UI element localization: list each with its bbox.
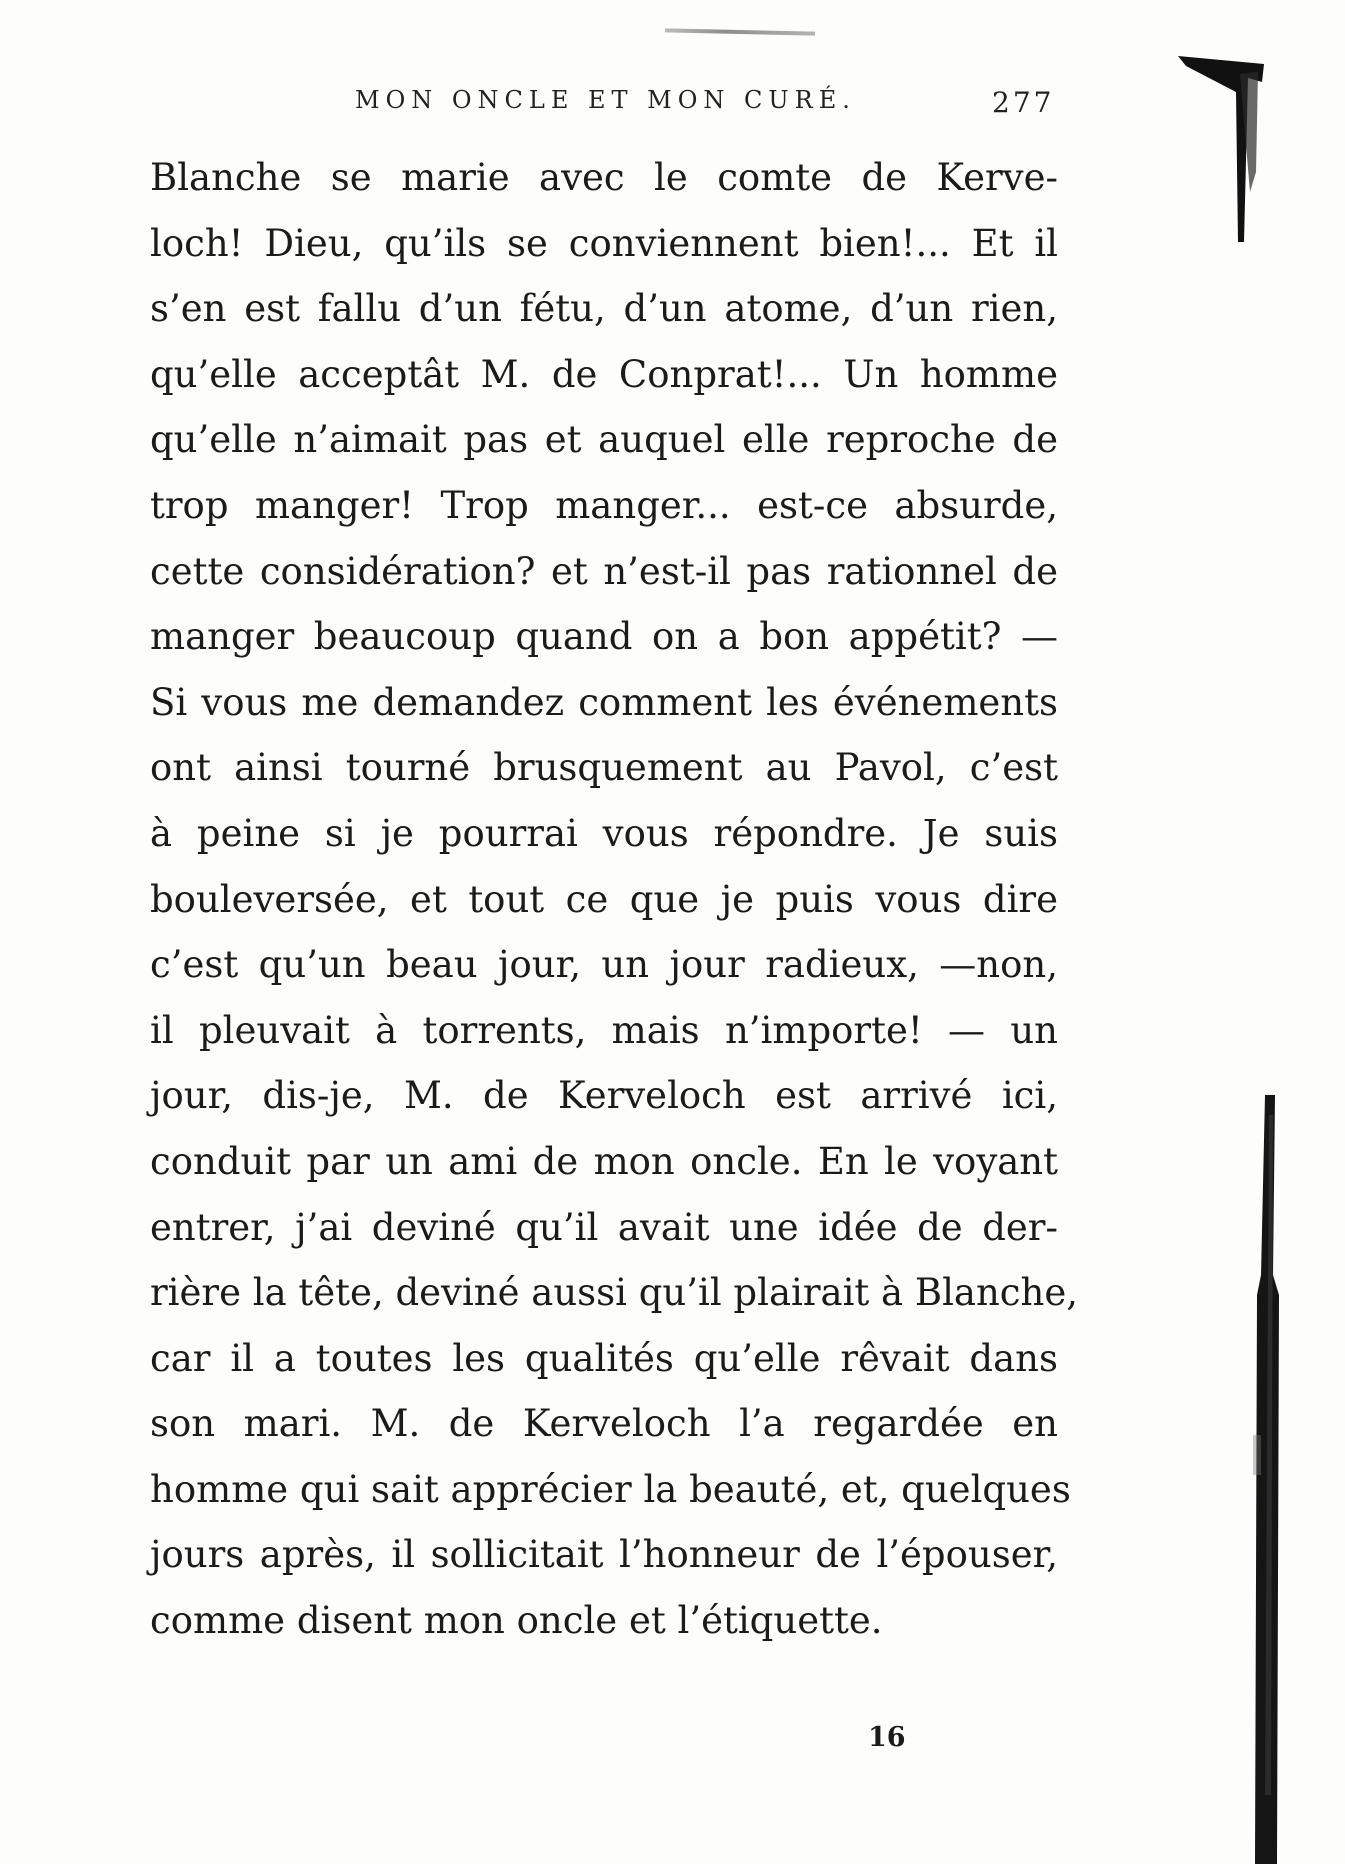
text-line: conduit par un ami de mon oncle. En le voyant <box>150 1139 1058 1183</box>
text-line: Blanche se marie avec le comte de Kerve- <box>150 156 1058 199</box>
text-line: bouleversée, et tout ce que je puis vous dire <box>150 877 1058 921</box>
text-line: Si vous me demandez comment les événements <box>150 680 1058 724</box>
text-line: à peine si je pourrai vous répondre. Je suis <box>150 811 1058 855</box>
text-line: son mari. M. de Kerveloch l’a regardée en <box>150 1402 1058 1446</box>
text-line: s’en est fallu d’un fétu, d’un atome, d’un rien, <box>150 287 1058 331</box>
text-line: jours après, il sollicitait l’honneur de l’épouser, <box>150 1533 1058 1577</box>
signature-mark: 16 <box>868 1722 906 1753</box>
text-line: ont ainsi tourné brusquement au Pavol, c’est <box>150 746 1058 790</box>
text-line: homme qui sait apprécier la beauté, et, quelques <box>150 1467 1071 1511</box>
binding-edge-shadow-top <box>1178 52 1268 242</box>
text-line: il pleuvait à torrents, mais n’importe! — un <box>150 1008 1058 1052</box>
text-line: cette considération? et n’est-il pas rationnel de <box>150 549 1058 593</box>
running-head: MON ONCLE ET MON CURÉ. <box>355 86 856 114</box>
text-line: manger beaucoup quand on a bon appétit? — <box>150 615 1058 659</box>
top-rule-mark <box>665 28 815 35</box>
text-line: car il a toutes les qualités qu’elle rêvait dans <box>150 1336 1058 1380</box>
text-line: entrer, j’ai deviné qu’il avait une idée de der- <box>150 1205 1058 1249</box>
text-line: jour, dis-je, M. de Kerveloch est arrivé ici, <box>150 1074 1058 1118</box>
text-line: qu’elle n’aimait pas et auquel elle reproche de <box>150 418 1058 462</box>
text-line: loch! Dieu, qu’ils se conviennent bien!... Et il <box>150 221 1058 265</box>
text-line: comme disent mon oncle et l’étiquette. <box>150 1599 883 1643</box>
text-line: rière la tête, deviné aussi qu’il plairait à Blanche, <box>150 1271 1078 1315</box>
text-line: qu’elle acceptât M. de Conprat!... Un homme <box>150 352 1058 396</box>
page-number: 277 <box>992 86 1055 119</box>
text-line: trop manger! Trop manger... est-ce absurde, <box>150 483 1058 527</box>
body-text <box>150 145 1078 1654</box>
binding-edge-shadow-bottom <box>1235 1095 1295 1864</box>
text-line: c’est qu’un beau jour, un jour radieux, —non, <box>150 943 1058 987</box>
